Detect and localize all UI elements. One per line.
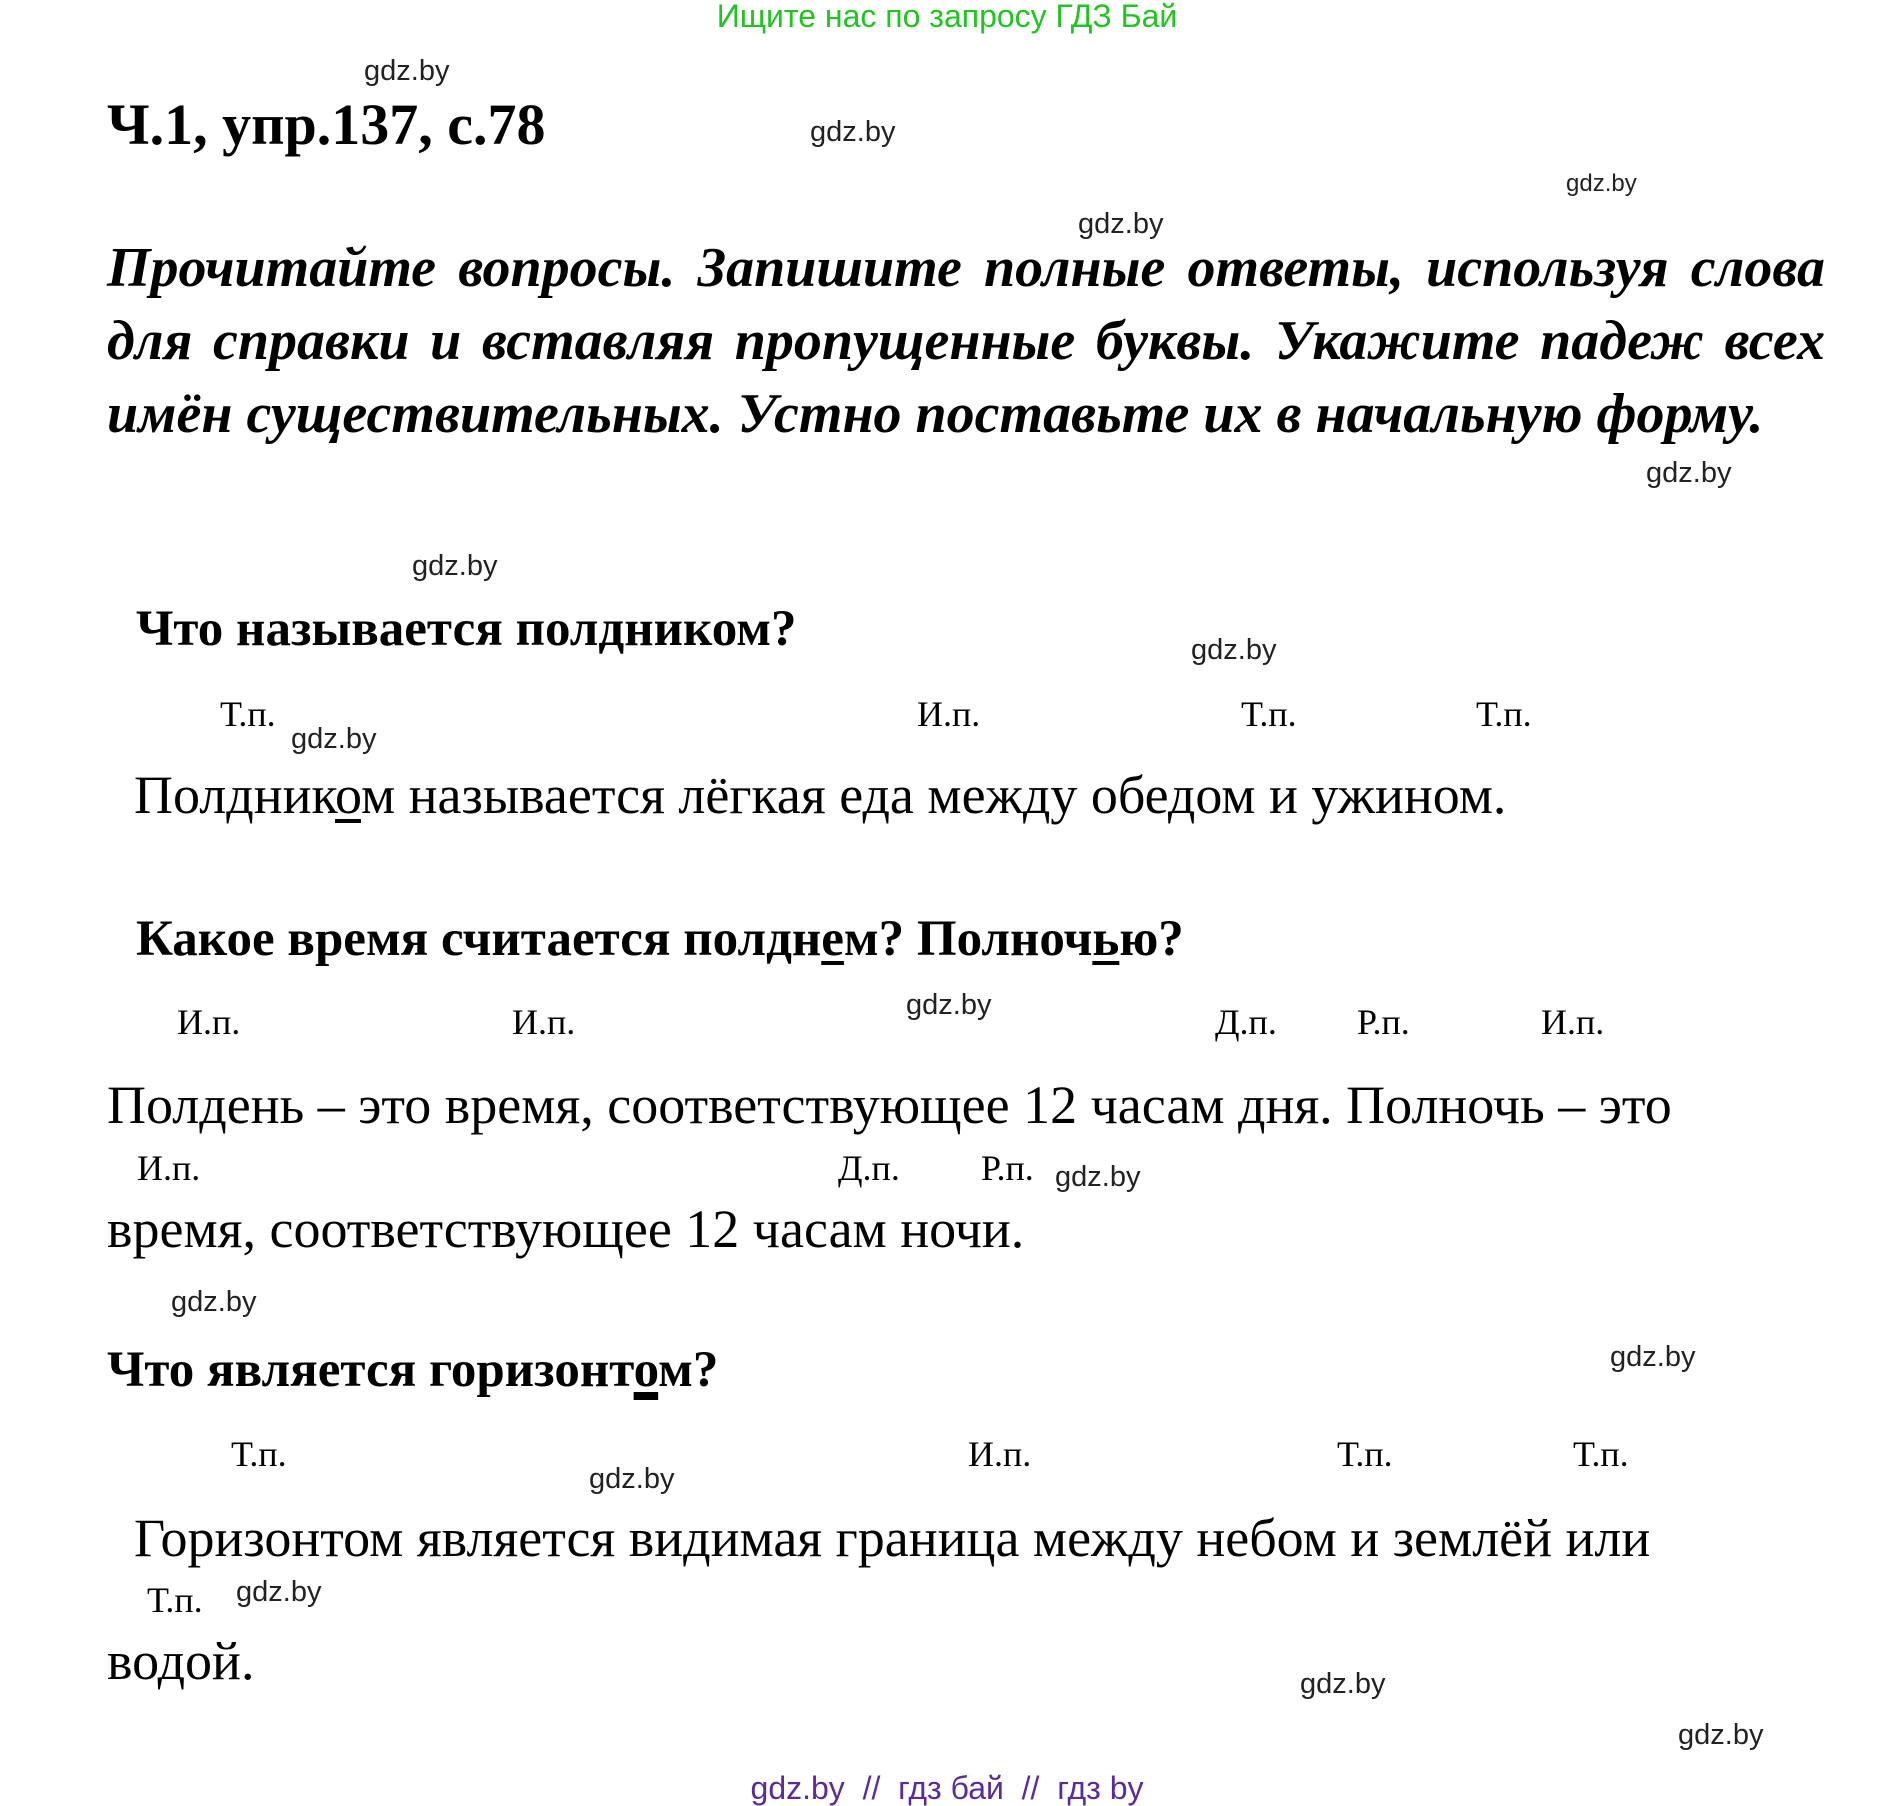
case-label: Т.п.: [220, 694, 276, 734]
case-label: И.п.: [177, 1002, 241, 1042]
watermark: gdz.by: [1678, 1719, 1764, 1751]
footer-links[interactable]: gdz.by // гдз бай // гдз by: [750, 1770, 1144, 1806]
search-banner[interactable]: Ищите нас по запросу ГДЗ Бай: [716, 0, 1178, 34]
inserted-letter: ь: [1092, 911, 1120, 967]
answer-text: Полдник: [134, 765, 335, 825]
question-text: м? Полноч: [843, 911, 1093, 967]
case-label: Р.п.: [1357, 1002, 1410, 1042]
question-letter: о: [711, 601, 737, 657]
inserted-letter: е: [821, 911, 844, 967]
answer-3-line-2: водой.: [107, 1631, 255, 1691]
watermark: gdz.by: [291, 723, 377, 755]
question-text: м?: [658, 1342, 719, 1398]
answer-3-line-1: Горизонтом является видимая граница между небом и землёй или: [134, 1508, 1651, 1568]
watermark: gdz.by: [1610, 1341, 1696, 1373]
case-label: Д.п.: [838, 1148, 900, 1188]
case-label: И.п.: [917, 694, 981, 734]
answer-2-line-2: время, соответствующее 12 часам ночи.: [107, 1199, 1025, 1259]
case-label: И.п.: [968, 1434, 1032, 1474]
case-label: Т.п.: [1573, 1434, 1629, 1474]
inserted-letter: о: [335, 765, 361, 825]
case-label: И.п.: [1541, 1002, 1605, 1042]
page-title: Ч.1, упр.137, с.78: [107, 92, 546, 157]
case-label: Т.п.: [1476, 694, 1532, 734]
watermark: gdz.by: [412, 550, 498, 582]
watermark: gdz.by: [171, 1286, 257, 1318]
case-label: Т.п.: [1241, 694, 1297, 734]
watermark: gdz.by: [364, 55, 450, 87]
watermark: gdz.by: [1566, 170, 1637, 197]
question-text: ю?: [1119, 911, 1184, 967]
case-label: Т.п.: [1337, 1434, 1393, 1474]
case-label: Т.п.: [231, 1434, 287, 1474]
watermark: gdz.by: [810, 116, 896, 148]
answer-1: [134, 765, 1507, 825]
case-label: И.п.: [512, 1002, 576, 1042]
watermark: gdz.by: [1078, 208, 1164, 240]
watermark: gdz.by: [1300, 1668, 1386, 1700]
question-text: Какое время считается полдн: [136, 911, 822, 967]
question-text: Что называется полдник: [136, 601, 712, 657]
case-label: Р.п.: [981, 1148, 1034, 1188]
case-label: Т.п.: [147, 1580, 203, 1620]
question-3: [107, 1342, 719, 1398]
watermark: gdz.by: [1055, 1161, 1141, 1193]
case-label: И.п.: [137, 1148, 201, 1188]
exercise-instruction: Прочитайте вопросы. Запишите полные ответы, используя слова для справки и вставляя пропущенные буквы. Укажите падеж всех имён существительных. Устно поставьте их в начальную форму.: [107, 237, 1825, 445]
question-text: Что является горизонт: [107, 1342, 634, 1398]
inserted-letter: о: [633, 1342, 659, 1398]
question-text: м?: [736, 601, 797, 657]
watermark: gdz.by: [906, 989, 992, 1021]
watermark: gdz.by: [1646, 457, 1732, 489]
case-label: Д.п.: [1215, 1002, 1277, 1042]
question-2: [136, 911, 1184, 967]
question-1: [136, 601, 797, 657]
watermark: gdz.by: [236, 1576, 322, 1608]
answer-2-line-1: Полдень – это время, соответствующее 12 часам дня. Полночь – это: [107, 1075, 1672, 1135]
answer-text: м называется лёгкая еда между обедом и ужином.: [360, 765, 1507, 825]
watermark: gdz.by: [1191, 634, 1277, 666]
watermark: gdz.by: [589, 1463, 675, 1495]
